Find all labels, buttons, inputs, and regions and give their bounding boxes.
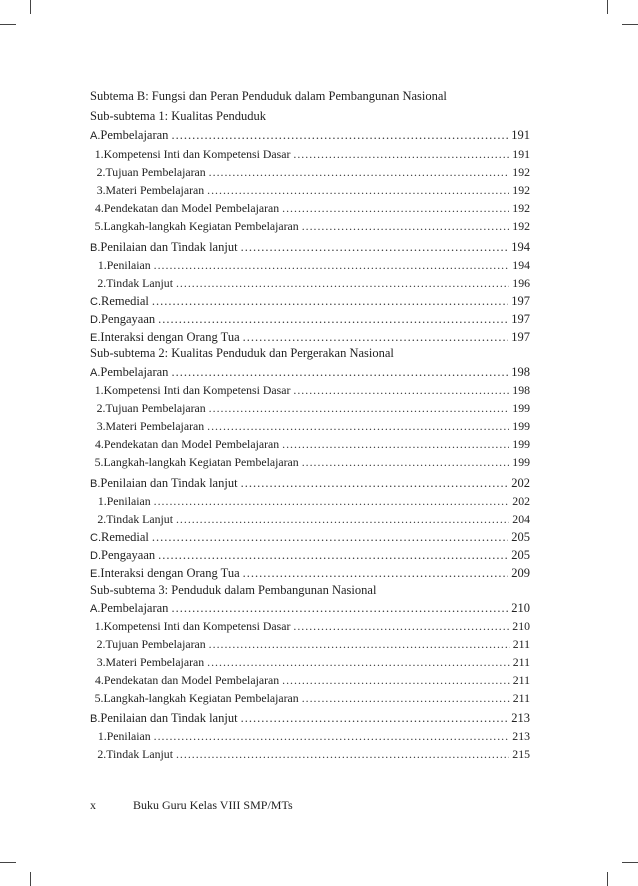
crop-mark [0,24,16,25]
toc-subentry[interactable]: 4. Pendekatan dan Model Pembelajaran ..... 192 [90,201,530,219]
toc-subentry[interactable]: 2. Tujuan Pembelajaran ..... 211 [90,637,530,655]
subsubtheme-heading: Sub-subtema 3: Penduduk dalam Pembangunan Nasional [90,583,377,597]
book-title: Buku Guru Kelas VIII SMP/MTs [133,798,293,812]
toc-entry[interactable]: A. Pembelajaran ..... 198 [90,365,530,383]
crop-mark [30,872,31,886]
toc-subentry[interactable]: 1. Kompetensi Inti dan Kompetensi Dasar ..... 191 [90,147,530,165]
crop-mark [607,0,608,14]
toc-subentry[interactable]: 2. Tujuan Pembelajaran ..... 192 [90,165,530,183]
toc-subentry[interactable]: 4. Pendekatan dan Model Pembelajaran ..... 199 [90,437,530,455]
toc-entry[interactable]: C. Remedial ..... 205 [90,530,530,548]
toc-subentry[interactable]: 2. Tindak Lanjut ..... 204 [90,512,530,530]
subtheme-heading: Subtema B: Fungsi dan Peran Penduduk dalam Pembangunan Nasional [90,89,447,103]
crop-mark [0,862,16,863]
subsubtheme-heading: Sub-subtema 1: Kualitas Penduduk [90,109,267,123]
toc-entry[interactable]: B. Penilaian dan Tindak lanjut ..... 213 [90,711,530,729]
page-footer [90,798,293,813]
toc-subentry[interactable]: 1. Penilaian ..... 213 [90,729,530,747]
crop-mark [622,862,638,863]
toc-subentry[interactable]: 3. Materi Pembelajaran ..... 192 [90,183,530,201]
toc-entry[interactable]: E. Interaksi dengan Orang Tua ..... 209 [90,566,530,584]
toc-entry[interactable]: C. Remedial ..... 197 [90,294,530,312]
toc-subentry[interactable]: 5. Langkah-langkah Kegiatan Pembelajaran ..... 211 [90,691,530,709]
toc-entry[interactable]: D. Pengayaan ..... 197 [90,312,530,330]
toc-subentry[interactable]: 2. Tindak Lanjut ..... 196 [90,276,530,294]
toc-entry[interactable]: B. Penilaian dan Tindak lanjut ..... 194 [90,240,530,258]
crop-mark [30,0,31,14]
toc-entry[interactable]: D. Pengayaan ..... 205 [90,548,530,566]
toc-subentry[interactable]: 2. Tujuan Pembelajaran ..... 199 [90,401,530,419]
toc-subentry[interactable]: 1. Kompetensi Inti dan Kompetensi Dasar ..... 210 [90,619,530,637]
toc-subentry[interactable]: 1. Penilaian ..... 194 [90,258,530,276]
subsubtheme-heading: Sub-subtema 2: Kualitas Penduduk dan Pergerakan Nasional [90,346,394,360]
toc-subentry[interactable]: 5. Langkah-langkah Kegiatan Pembelajaran ..... 192 [90,219,530,237]
page-number: x [90,798,96,812]
toc-subentry[interactable]: 1. Kompetensi Inti dan Kompetensi Dasar ..... 198 [90,383,530,401]
toc-subentry[interactable]: 4. Pendekatan dan Model Pembelajaran ..... 211 [90,673,530,691]
toc-entry[interactable]: A. Pembelajaran ..... 191 [90,128,530,146]
toc-subentry[interactable]: 3. Materi Pembelajaran ..... 211 [90,655,530,673]
toc-subentry[interactable]: 2. Tindak Lanjut ..... 215 [90,747,530,765]
toc-subentry[interactable]: 1. Penilaian ..... 202 [90,494,530,512]
toc-entry[interactable]: B. Penilaian dan Tindak lanjut ..... 202 [90,476,530,494]
toc-subentry[interactable]: 5. Langkah-langkah Kegiatan Pembelajaran ..... 199 [90,455,530,473]
crop-mark [607,872,608,886]
toc-entry[interactable]: E. Interaksi dengan Orang Tua ..... 197 [90,330,530,348]
toc-subentry[interactable]: 3. Materi Pembelajaran ..... 199 [90,419,530,437]
toc-entry[interactable]: A. Pembelajaran ..... 210 [90,601,530,619]
crop-mark [622,24,638,25]
